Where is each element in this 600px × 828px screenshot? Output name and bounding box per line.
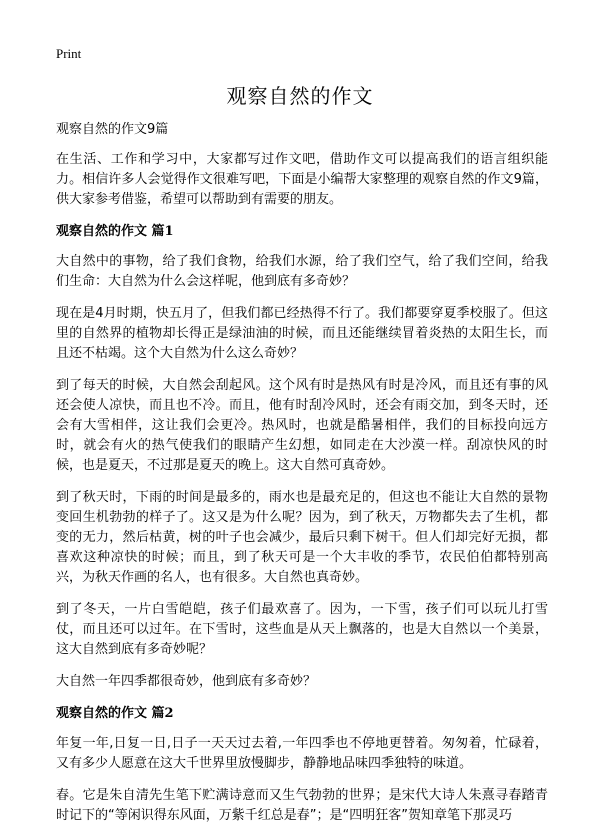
paragraph: 现在是4月时期，快五月了，但我们都已经热得不行了。我们都要穿夏季校服了。但这里的自然界的植物却长得正是绿油油的时候，而且还能继续冒着炎热的太阳生长，而且还不枯竭。这个大自然为什么这么奇妙？ [56, 306, 548, 361]
article-subtitle: 观察自然的作文9篇 [56, 122, 169, 137]
page-title: 观察自然的作文 [226, 84, 374, 108]
paragraph: 春。它是朱自清先生笔下贮满诗意而又生气勃勃的世界；是宋代大诗人朱熹寻春踏青时记下的“等闲识得东风面，万紫千红总是春”；是“四明狂客”贺知章笔下那灵巧 [56, 788, 548, 823]
paragraph: 年复一年,日复一日,日子一天天过去着,一年四季也不停地更替着。匆匆着，忙碌着，又有多少人愿意在这大千世界里放慢脚步，静静地品味四季独特的味道。 [56, 736, 548, 771]
section-heading: 观察自然的作文 篇2 [56, 706, 174, 721]
paragraph: 到了冬天，一片白雪皑皑，孩子们最欢喜了。因为，一下雪，孩子们可以玩儿打雪仗，而且还可以过年。在下雪时，这些血是从天上飘落的，也是大自然以一个美景，这大自然到底有多奇妙呢？ [56, 602, 548, 657]
paragraph: 到了秋天时，下雨的时间是最多的，雨水也是最充足的，但这也不能让大自然的景物变回生机勃勃的样子了。这又是为什么呢？因为，到了秋天，万物都失去了生机，都变的无力，然后枯黄，树的叶子也会减少，最后只剩下树干。但人们却完好无损，都喜欢这种凉快的时候；而且，到了秋天可是一个大丰收的季节，农民伯伯都特别高兴，为秋天作画的名人，也有很多。大自然也真奇妙。 [56, 490, 548, 585]
article-body [56, 120, 548, 828]
paragraph: 大自然一年四季都很奇妙，他到底有多奇妙？ [56, 674, 317, 689]
section-heading: 观察自然的作文 篇1 [56, 224, 174, 239]
print-link[interactable]: Print [56, 46, 82, 61]
paragraph: 到了每天的时候，大自然会刮起风。这个风有时是热风有时是冷风，而且还有事的风还会使人凉快，而且也不冷。而且，他有时刮冷风时，还会有雨交加，到冬天时，还会有大雪相伴，这让我们会更冷。热风时，也就是酷暑相伴，我们的目标投向远方时，就会有火的热气使我们的眼睛产生幻想，如同走在大沙漠一样。刮凉快风的时候，也是夏天，不过那是夏天的晚上。这大自然可真奇妙。 [56, 378, 548, 473]
intro-paragraph: 在生活、工作和学习中，大家都写过作文吧，借助作文可以提高我们的语言组织能力。相信许多人会觉得作文很难写吧，下面是小编帮大家整理的观察自然的作文9篇，供大家参考借鉴，希望可以帮助到有需要的朋友。 [56, 152, 548, 207]
paragraph: 大自然中的事物，给了我们食物，给我们水源，给了我们空气，给了我们空间，给我们生命：大自然为什么会这样呢，他到底有多奇妙？ [56, 254, 548, 289]
